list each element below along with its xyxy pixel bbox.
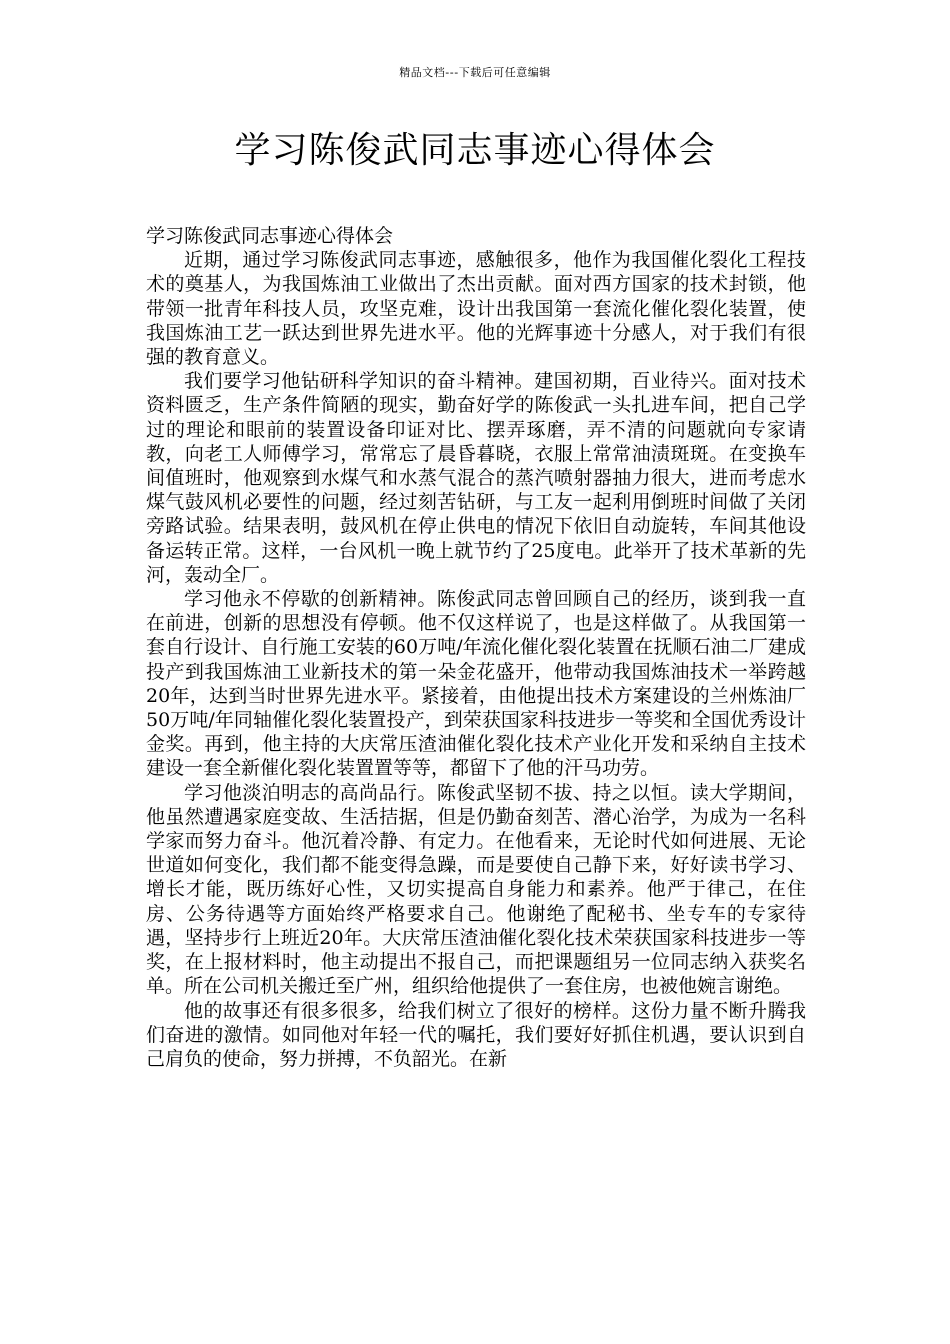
paragraph: 我们要学习他钻研科学知识的奋斗精神。建国初期，百业待兴。面对技术资料匮乏，生产条件简陋的现实，勤奋好学的陈俊武一头扎进车间，把自己学过的理论和眼前的装置设备印证对比、摆弄琢磨，弄不清的问题就向专家请教，向老工人师傅学习，常常忘了晨昏暮晓，衣服上常常油渍斑斑。在变换车间值班时，他观察到水煤气和水蒸气混合的蒸汽喷射器抽力很大，进而考虑水煤气鼓风机必要性的问题，经过刻苦钻研，与工友一起利用倒班时间做了关闭旁路试验。结果表明，鼓风机在停止供电的情况下依旧自动旋转，车间其他设备运转正常。这样，一台风机一晚上就节约了25度电。此举开了技术革新的先河，轰动全厂。 bbox=[146, 370, 806, 586]
document-title: 学习陈俊武同志事迹心得体会 bbox=[234, 130, 716, 171]
paragraph: 学习他永不停歇的创新精神。陈俊武同志曾回顾自己的经历，谈到我一直在前进，创新的思想没有停顿。他不仅这样说了，也是这样做了。从我国第一套自行设计、自行施工安装的60万吨/年流化催化裂化装置在抚顺石油二厂建成投产到我国炼油工业新技术的第一朵金花盛开，他带动我国炼油技术一举跨越20年，达到当时世界先进水平。紧接着，由他提出技术方案建设的兰州炼油厂50万吨/年同轴催化裂化装置投产，到荣获国家科技进步一等奖和全国优秀设计金奖。再到，他主持的大庆常压渣油催化裂化技术产业化开发和采纳自主技术建设一套全新催化裂化装置置等等，都留下了他的汗马功劳。 bbox=[146, 588, 806, 780]
header-note: 精品文档---下载后可任意编辑 bbox=[399, 66, 551, 79]
document-subtitle: 学习陈俊武同志事迹心得体会 bbox=[146, 225, 394, 247]
paragraph: 他的故事还有很多很多，给我们树立了很好的榜样。这份力量不断升腾我们奋进的激情。如同他对年轻一代的嘱托，我们要好好抓住机遇，要认识到自己肩负的使命，努力拼搏，不负韶光。在新 bbox=[146, 999, 806, 1070]
paragraph: 学习他淡泊明志的高尚品行。陈俊武坚韧不拔、持之以恒。读大学期间，他虽然遭遇家庭变故、生活拮据，但是仍勤奋刻苦、潜心治学，为成为一名科学家而努力奋斗。他沉着冷静、有定力。在他看来，无论时代如何进展、无论世道如何变化，我们都不能变得急躁，而是要使自己静下来，好好读书学习、增长才能，既历练好心性，又切实提高自身能力和素养。他严于律己，在住房、公务待遇等方面始终严格要求自己。他谢绝了配秘书、坐专车的专家待遇，坚持步行上班近20年。大庆常压渣油催化裂化技术荣获国家科技进步一等奖，在上报材料时，他主动提出不报自己，而把课题组另一位同志纳入获奖名单。所在公司机关搬迁至广州，组织给他提供了一套住房，也被他婉言谢绝。 bbox=[146, 781, 806, 998]
document-body bbox=[146, 224, 806, 1071]
paragraph: 近期，通过学习陈俊武同志事迹，感触很多，他作为我国催化裂化工程技术的奠基人，为我国炼油工业做出了杰出贡献。面对西方国家的技术封锁，他带领一批青年科技人员，攻坚克难，设计出我国第一套流化催化裂化装置，使我国炼油工艺一跃达到世界先进水平。他的光辉事迹十分感人，对于我们有很强的教育意义。 bbox=[146, 249, 806, 369]
